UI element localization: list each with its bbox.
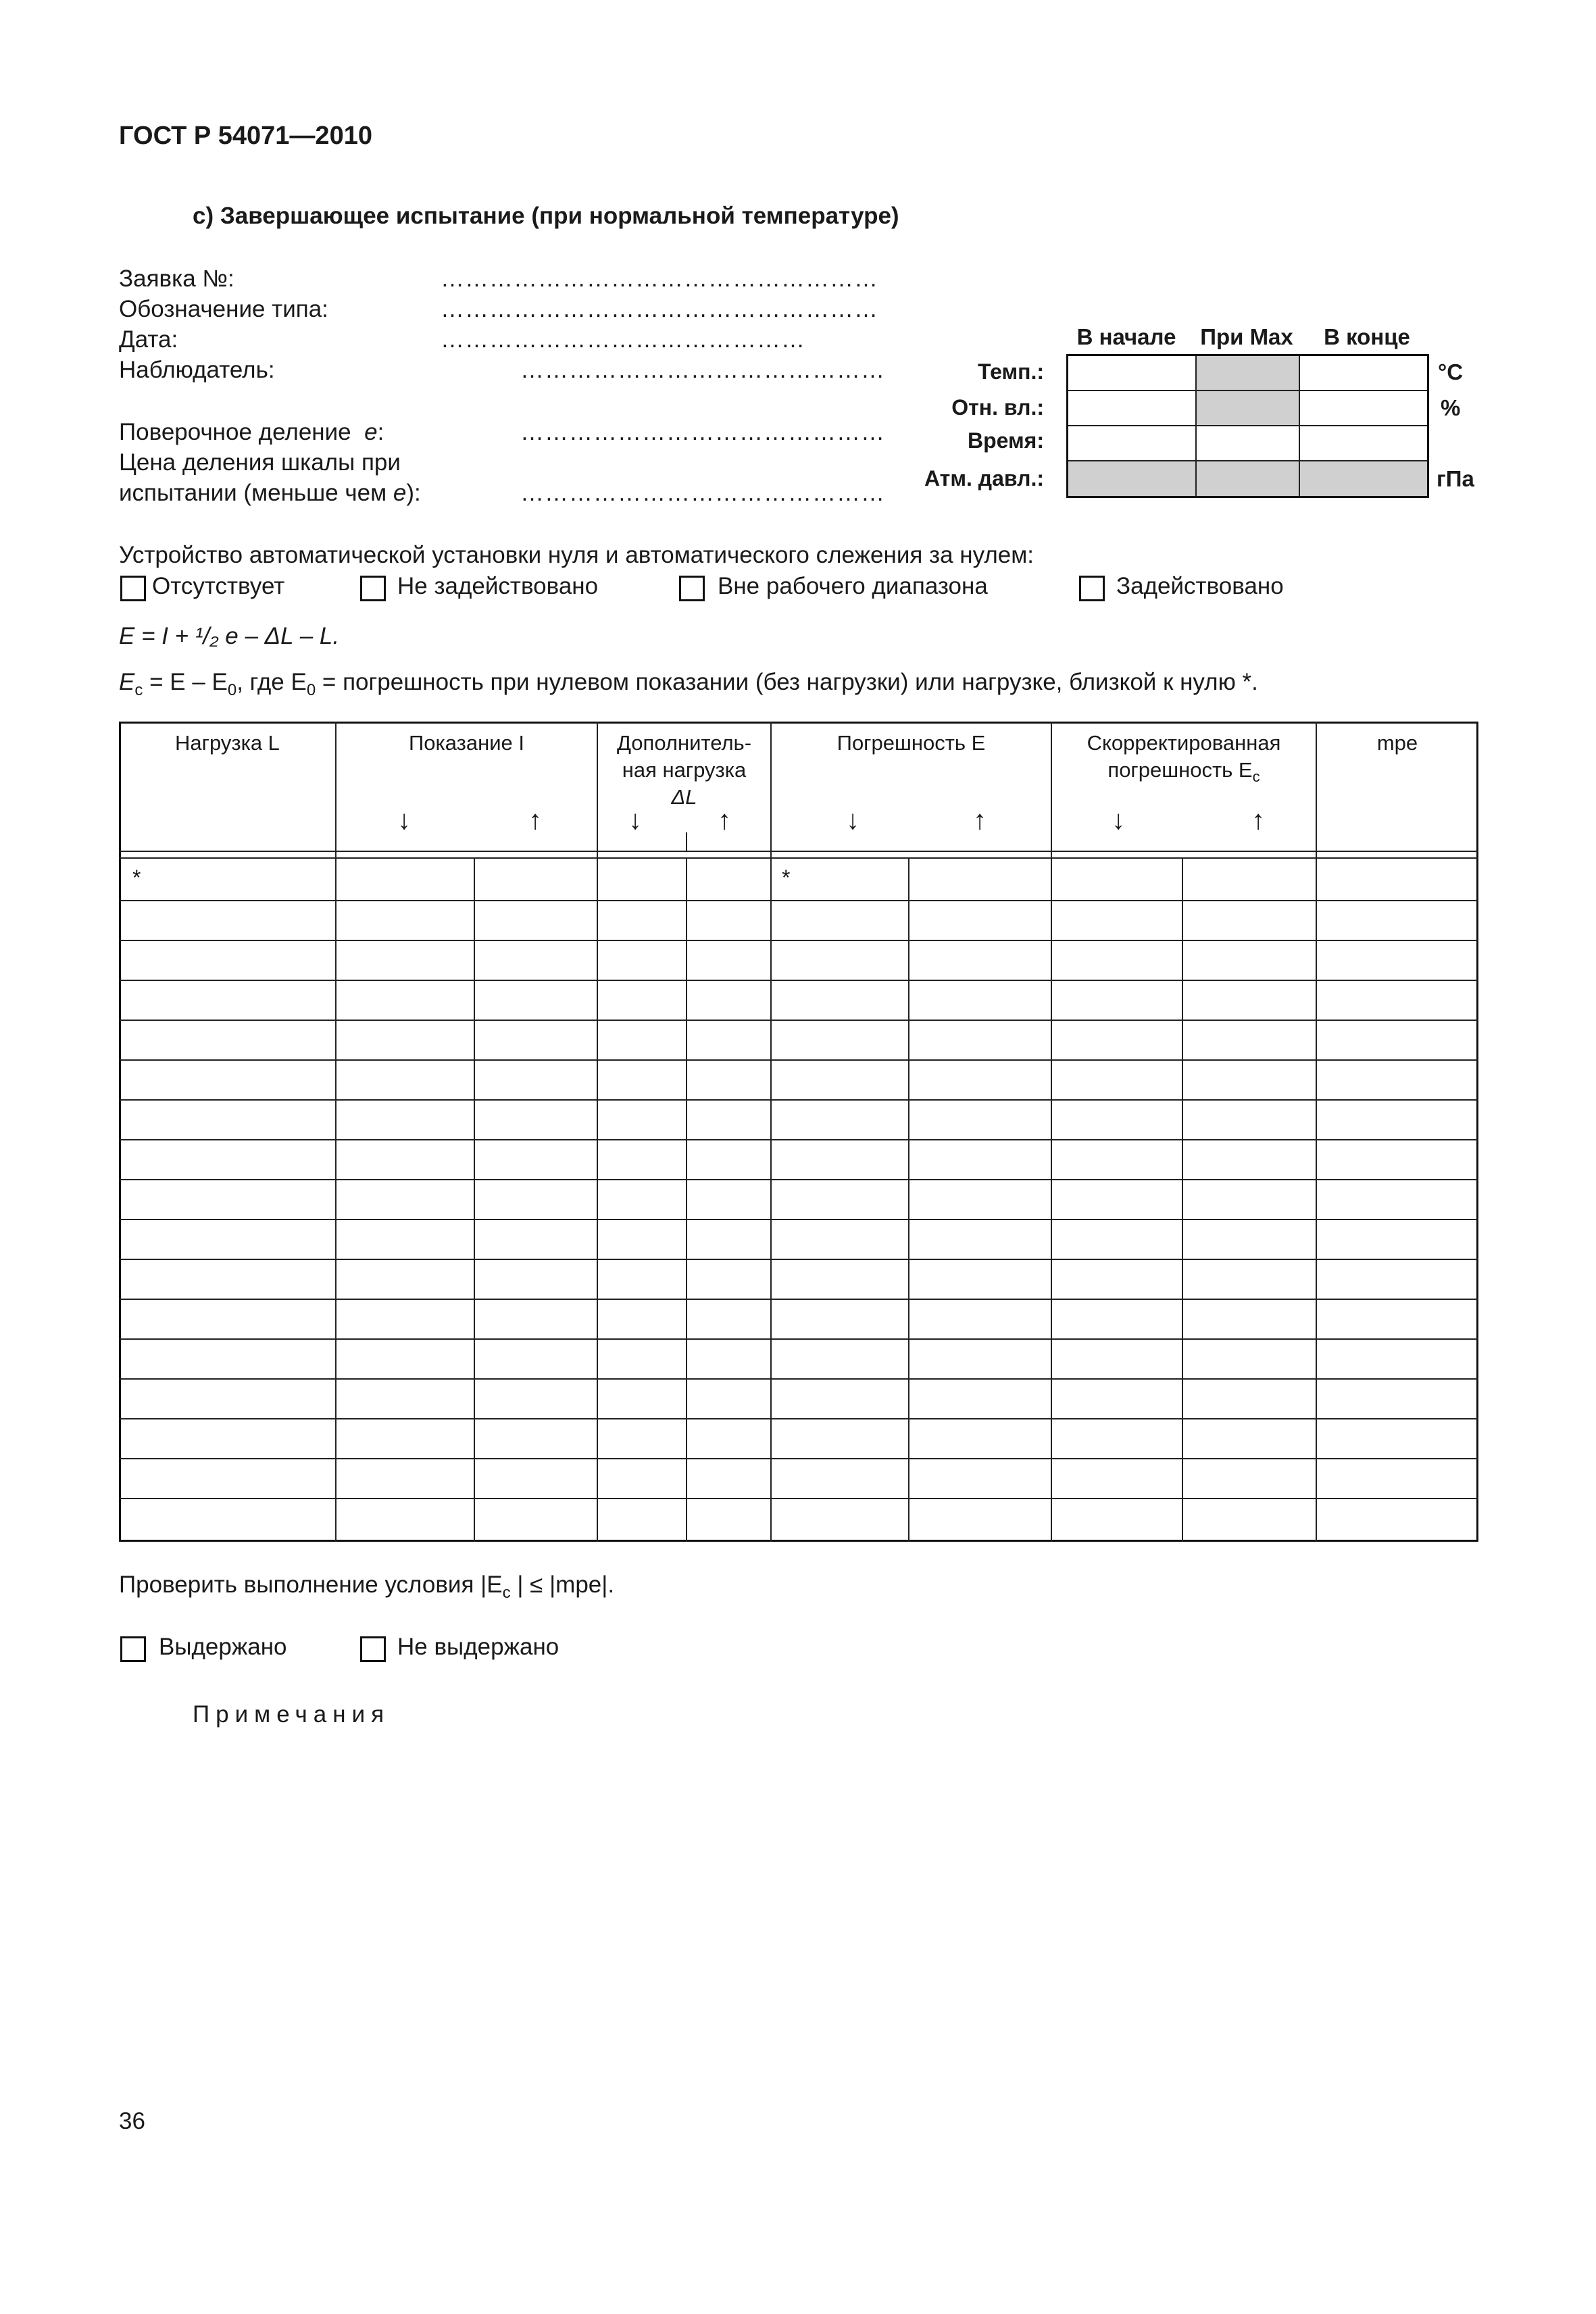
checkbox-absent-label: Отсутствует [152, 573, 285, 599]
date-dots: ……………………………………… [441, 326, 805, 353]
type-designation-label: Обозначение типа: [119, 296, 328, 322]
page-number: 36 [119, 2108, 145, 2134]
scale-division-label-2: испытании (меньше чем e): [119, 480, 421, 506]
col-header-corrected-error: Скорректированная погрешность $E_c$ [1087, 731, 1281, 786]
date-label: Дата: [119, 326, 178, 353]
cond-header-max: При Max [1200, 324, 1293, 349]
checkbox-engaged-label: Задействовано [1116, 573, 1284, 599]
document-title: ГОСТ Р 54071—2010 [119, 122, 372, 150]
observer-dots: ……………………………………… [520, 357, 885, 383]
notes-label: Примечания [193, 1701, 391, 1728]
scale-division-label-1: Цена деления шкалы при [119, 449, 401, 476]
col-header-extra-load: Дополнитель- ная нагрузка ΔL [616, 731, 752, 809]
checkbox-passed[interactable] [120, 1636, 146, 1662]
arrow-up-icon: ↑ [528, 805, 542, 835]
formula-error: E = I + ¹/₂ e – ΔL – L. [119, 623, 340, 649]
cond-label-time: Время: [967, 428, 1044, 453]
arrow-down-icon: ↓ [1112, 805, 1125, 835]
application-dots: ……………………………………………… [441, 266, 878, 292]
checkbox-out-of-range-label: Вне рабочего диапазона [718, 573, 988, 599]
check-condition: Проверить выполнение условия $|E_c$ | ≤ |mpe|. [119, 1571, 615, 1602]
cond-label-pressure: Атм. давл.: [924, 466, 1044, 491]
section-title: c) Завершающее испытание (при нормальной температуре) [193, 203, 899, 229]
observer-label: Наблюдатель: [119, 357, 275, 383]
cond-header-start: В начале [1076, 324, 1176, 349]
arrow-down-icon: ↓ [628, 805, 642, 835]
zero-device-title: Устройство автоматической установки нуля и автоматического слежения за нулем: [119, 542, 1034, 568]
checkbox-passed-label: Выдержано [159, 1634, 287, 1660]
checkbox-not-engaged-label: Не задействовано [397, 573, 599, 599]
verification-division-label: Поверочное деление e: [119, 419, 384, 445]
application-label: Заявка №: [119, 266, 234, 292]
cond-header-end: В конце [1324, 324, 1410, 349]
unit-hpa: гПа [1437, 466, 1474, 491]
arrow-up-icon: ↑ [973, 805, 987, 835]
cond-label-humidity: Отн. вл.: [951, 395, 1044, 420]
zero-load-marker: * [132, 865, 141, 890]
col-header-error: Погрешность E [837, 731, 986, 755]
cond-label-temp: Темп.: [978, 359, 1044, 384]
verification-division-dots: ……………………………………… [520, 419, 885, 445]
arrow-down-icon: ↓ [397, 805, 411, 835]
zero-error-marker: * [782, 865, 791, 890]
col-header-mpe: mpe [1376, 731, 1418, 755]
checkbox-failed[interactable] [360, 1636, 386, 1662]
type-designation-dots: ……………………………………………… [441, 296, 878, 322]
arrow-down-icon: ↓ [846, 805, 859, 835]
arrow-up-icon: ↑ [718, 805, 731, 835]
scale-division-dots: ……………………………………… [520, 480, 885, 506]
unit-celsius: °C [1438, 359, 1464, 384]
formula-corrected-error: $E_c = E - E_0$, где $E_0$ = погрешность при нулевом показании (без нагрузки) или нагрузке, близкой к нулю *. [119, 669, 1258, 699]
col-header-reading: Показание I [408, 731, 524, 755]
checkbox-failed-label: Не выдержано [397, 1634, 559, 1660]
unit-percent: % [1441, 395, 1461, 420]
arrow-up-icon: ↑ [1251, 805, 1265, 835]
col-header-load: Нагрузка L [175, 731, 280, 755]
